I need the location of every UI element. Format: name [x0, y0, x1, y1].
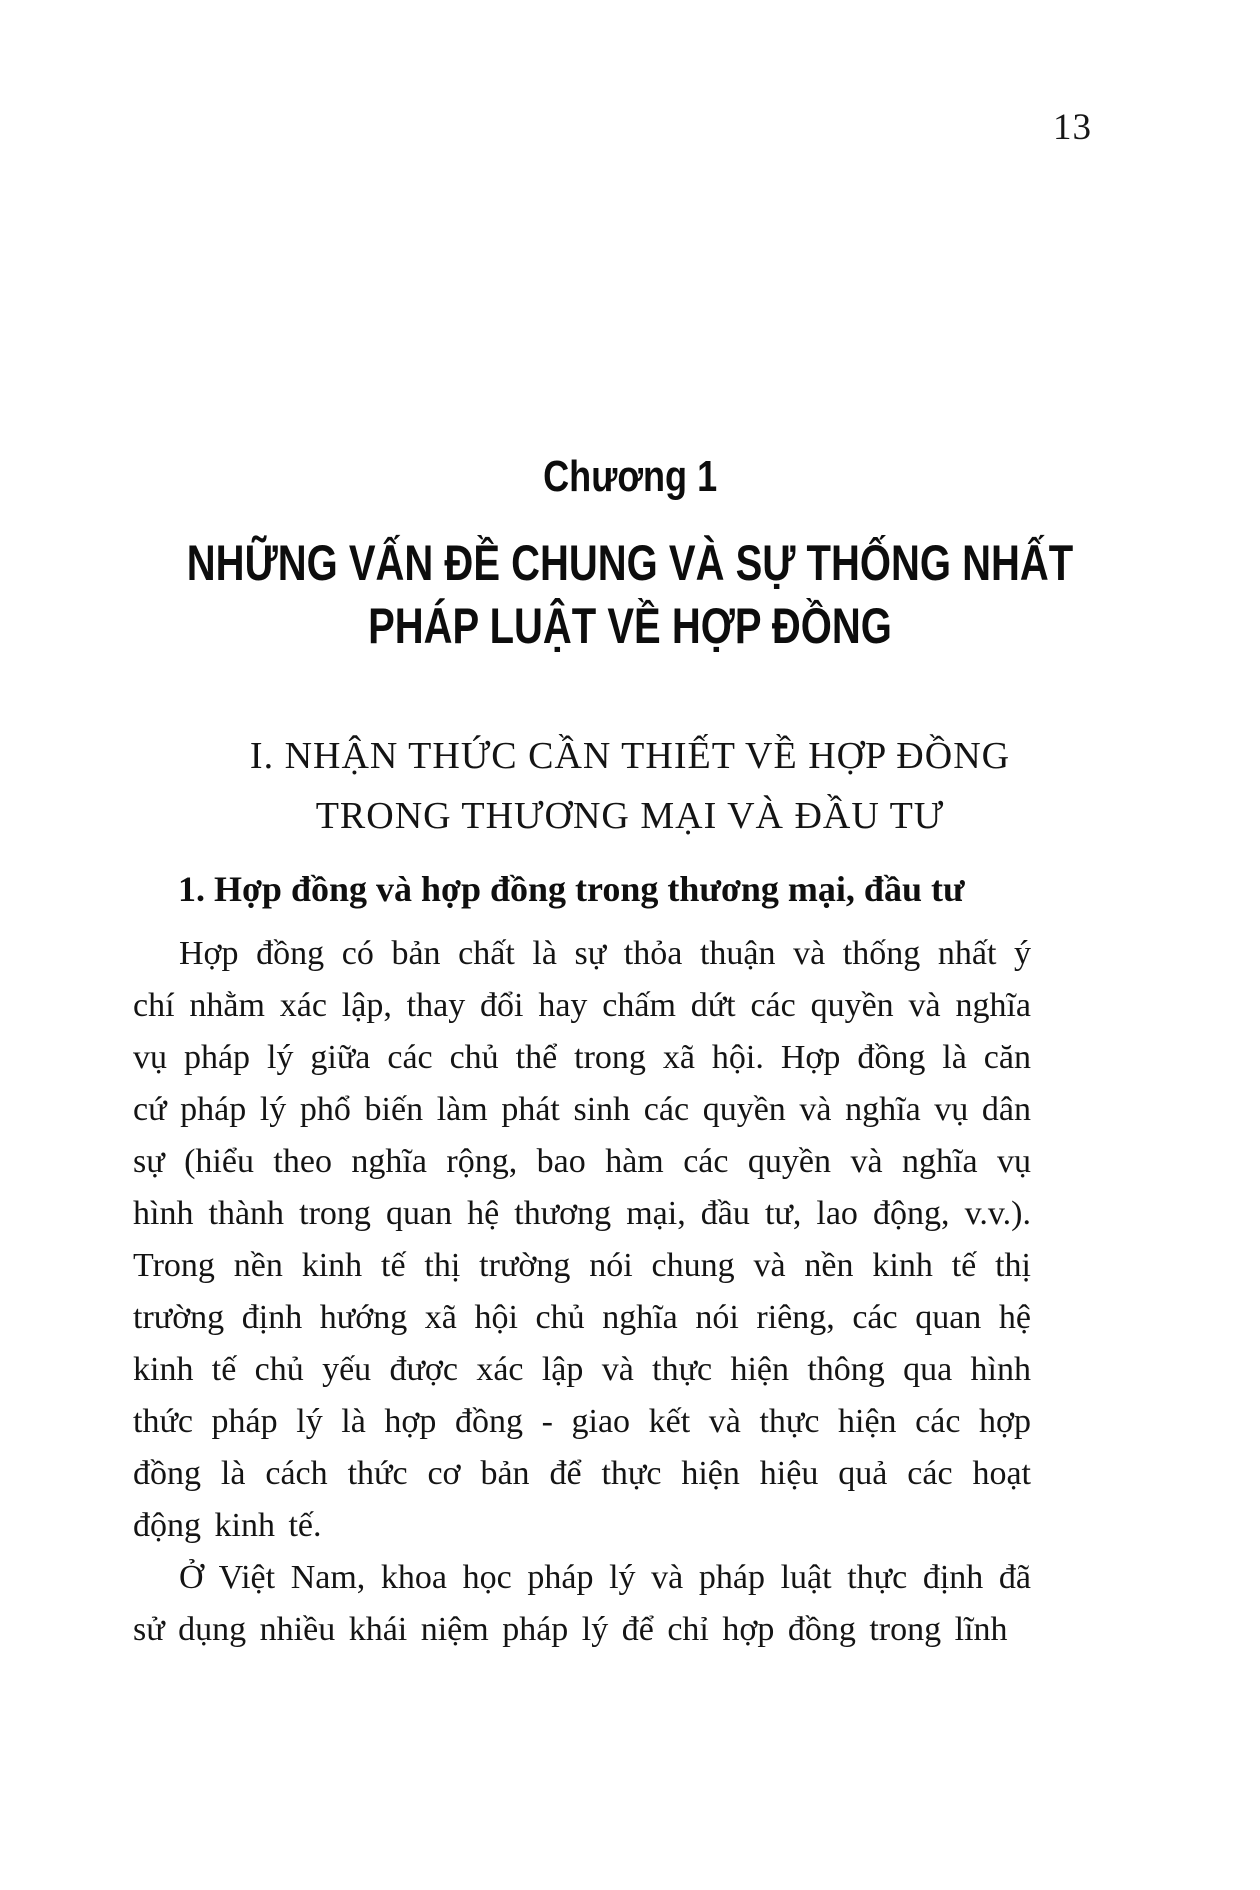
section-heading-line-2: TRONG THƯƠNG MẠI VÀ ĐẦU TƯ — [315, 795, 945, 837]
subsection-heading: 1. Hợp đồng và hợp đồng trong thương mại, đầu tư — [178, 869, 965, 909]
chapter-title-line-1: NHỮNG VẤN ĐỀ CHUNG VÀ SỰ THỐNG NHẤT — [186, 535, 1074, 591]
chapter-label: Chương 1 — [542, 452, 718, 501]
page-number: 13 — [1053, 107, 1092, 148]
paragraph: Ở Việt Nam, khoa học pháp lý và pháp luật thực định đã sử dụng nhiều khái niệm pháp lý để chỉ hợp đồng trong lĩnh — [133, 1559, 1031, 1648]
section-heading — [0, 726, 1260, 846]
paragraph: Hợp đồng có bản chất là sự thỏa thuận và thống nhất ý chí nhằm xác lập, thay đổi hay chấm dứt các quyền và nghĩa vụ pháp lý giữa các chủ thể trong xã hội. Hợp đồng là căn cứ pháp lý phổ biến làm phát sinh các quyền và nghĩa vụ dân sự (hiểu theo nghĩa rộng, bao hàm các quyền và nghĩa vụ hình thành trong quan hệ thương mại, đầu tư, lao động, v.v.). Trong nền kinh tế thị trường nói chung và nền kinh tế thị trường định hướng xã hội chủ nghĩa nói riêng, các quan hệ kinh tế chủ yếu được xác lập và thực hiện thông qua hình thức pháp lý là hợp đồng - giao kết và thực hiện các hợp đồng là cách thức cơ bản để thực hiện hiệu quả các hoạt động kinh tế. — [133, 935, 1031, 1544]
chapter-title — [0, 532, 1260, 658]
body-text — [133, 928, 1031, 1656]
section-heading-line-1: I. NHẬN THỨC CẦN THIẾT VỀ HỢP ĐỒNG — [249, 735, 1011, 777]
chapter-label-container — [0, 452, 1260, 502]
chapter-title-line-2: PHÁP LUẬT VỀ HỢP ĐỒNG — [368, 598, 892, 654]
